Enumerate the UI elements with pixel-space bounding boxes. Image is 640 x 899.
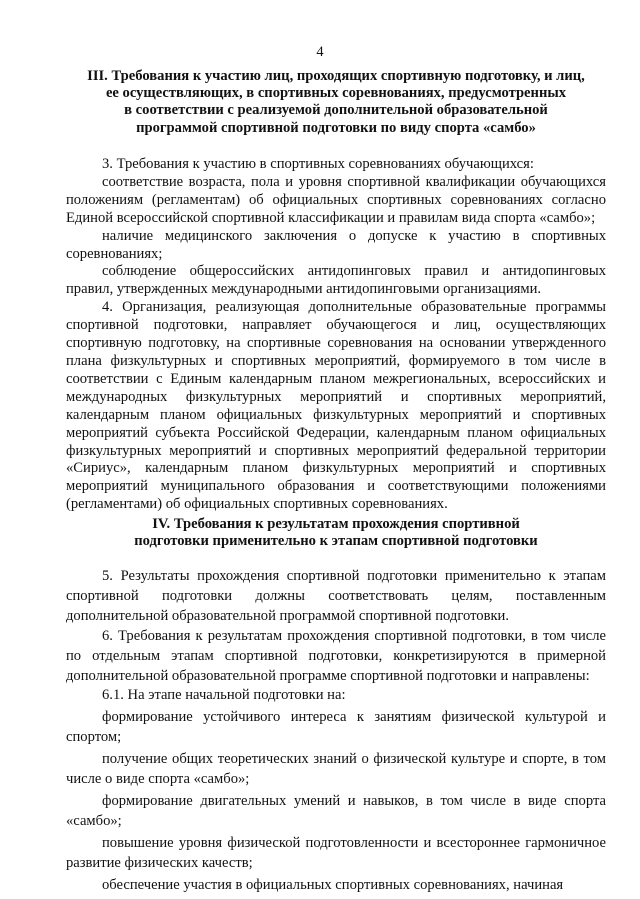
section-3-heading-line: ее осуществляющих, в спортивных соревнованиях, предусмотренных — [105, 85, 567, 102]
list-item-theory: получение общих теоретических знаний о физической культуре и спорте, в том числе о виде спорта «самбо»; — [66, 751, 606, 788]
paragraph-6: 6. Требования к результатам прохождения спортивной подготовки, в том числе по отдельным этапам спортивной подготовки, конкретизируются в примерной дополнительной образовательной программе спортивной подготовки и направлены: — [66, 627, 606, 684]
list-item-interest: формирование устойчивого интереса к занятиям физической культурой и спортом; — [66, 709, 606, 746]
section-4-heading-line: подготовки применительно к этапам спортивной подготовки — [134, 533, 538, 550]
section-4-body — [66, 567, 606, 896]
paragraph-5: 5. Результаты прохождения спортивной подготовки применительно к этапам спортивной подготовки должны соответствовать целям, поставленным дополнительной образовательной программой спортивной подготовки. — [66, 568, 606, 624]
paragraph-medical-certificate: наличие медицинского заключения о допуске к участию в спортивных соревнованиях; — [66, 227, 606, 262]
section-3-heading-line: III. Требования к участию лиц, проходящих спортивную подготовку, и лиц, — [87, 68, 585, 84]
paragraph-anti-doping: соблюдение общероссийских антидопинговых правил и антидопинговых правил, утвержденных международными антидопинговыми организациями. — [66, 263, 606, 298]
section-3-body — [66, 156, 606, 514]
paragraph-6-1: 6.1. На этапе начальной подготовки на: — [102, 687, 346, 704]
list-item-motor-skills: формирование двигательных умений и навыков, в том числе в виде спорта «самбо»; — [66, 792, 606, 829]
list-item-physical-fitness: повышение уровня физической подготовленности и всестороннее гармоничное развитие физических качеств; — [66, 834, 606, 871]
page-number: 4 — [316, 44, 324, 60]
paragraph-age-sex-qualification: соответствие возраста, пола и уровня спортивной квалификации обучающихся положениям (регламентам) об официальных спортивных соревнованиях согласно Единой всероссийской спортивной классификации и правилам вида спорта «самбо»; — [66, 173, 606, 226]
section-4-heading — [66, 516, 606, 550]
section-3-heading-line: в соответствии с реализуемой дополнительной образовательной — [124, 102, 548, 119]
list-item-competitions: обеспечение участия в официальных спортивных соревнованиях, начиная — [102, 876, 564, 893]
section-3-heading — [66, 68, 606, 137]
paragraph-4: 4. Организация, реализующая дополнительные образовательные программы спортивной подготовки, направляет обучающегося и лиц, осуществляющих спортивную подготовку, на спортивные соревнования на основании утвержденного плана физкультурных и спортивных мероприятий, формируемого в том числе в соответствии с Единым календарным планом межрегиональных, всероссийских и международных физкультурных мероприятий и спортивных мероприятий, календарным планом официальных физкультурных мероприятий и спортивных мероприятий субъекта Российской Федерации, календарным планом официальных физкультурных мероприятий и спортивных мероприятий федеральной территории «Сириус», календарным планом физкультурных мероприятий и спортивных мероприятий муниципального образования и соответствующими положениями (регламентами) об официальных спортивных соревнованиях. — [66, 299, 606, 513]
section-4-heading-line: IV. Требования к результатам прохождения спортивной — [152, 516, 520, 532]
section-3-heading-line: программой спортивной подготовки по виду спорта «самбо» — [136, 119, 536, 136]
paragraph-3: 3. Требования к участию в спортивных соревнованиях обучающихся: — [102, 156, 534, 172]
